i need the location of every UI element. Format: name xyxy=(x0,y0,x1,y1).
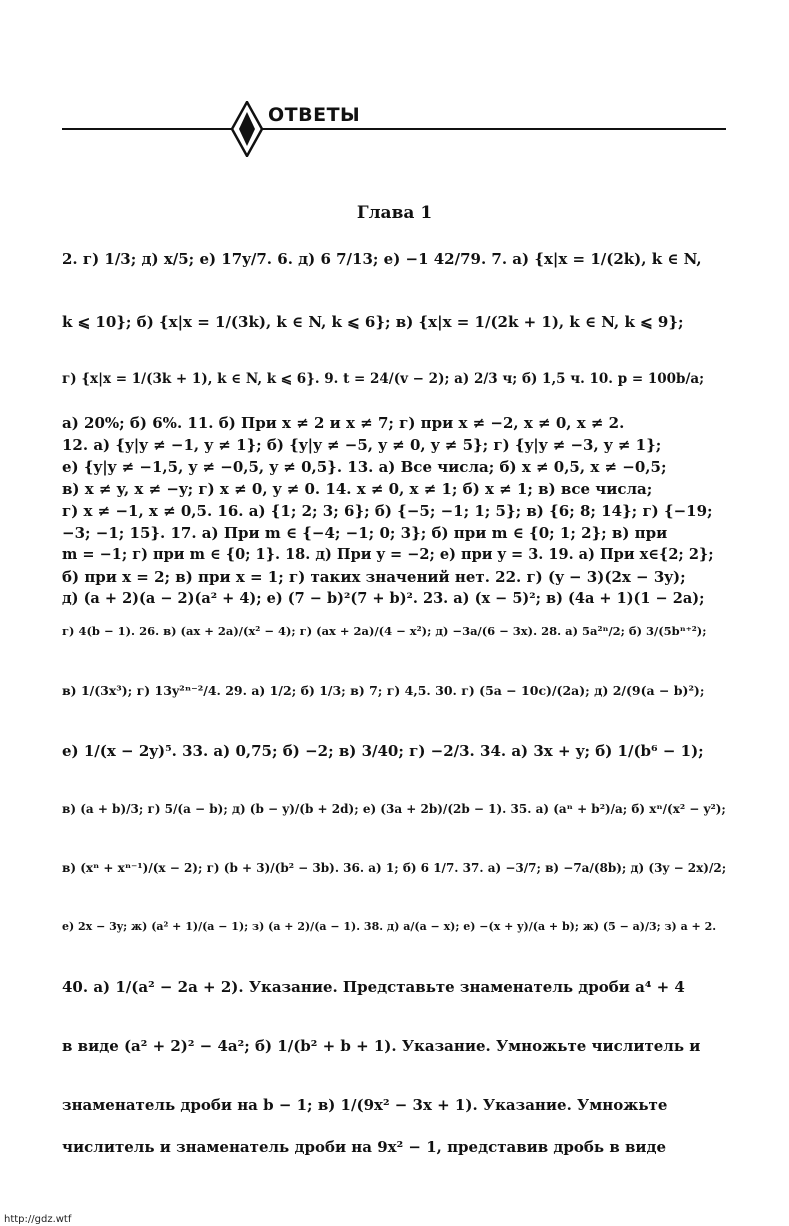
page-title: ОТВЕТЫ xyxy=(268,104,361,126)
answer-line: числитель и знаменатель дроби на 9x² − 1, представив дробь в виде xyxy=(62,1138,667,1156)
page-header xyxy=(62,95,726,165)
answer-line: в) x ≠ y, x ≠ −y; г) x ≠ 0, y ≠ 0. 14. x ≠ 0, x ≠ 1; б) x ≠ 1; в) все числа; xyxy=(62,480,653,498)
answer-line: г) x ≠ −1, x ≠ 0,5. 16. а) {1; 2; 3; 6}; б) {−5; −1; 1; 5}; в) {6; 8; 14}; г) {−19; xyxy=(62,502,713,520)
answer-line: −3; −1; 15}. 17. а) При m ∈ {−4; −1; 0; 3}; б) при m ∈ {0; 1; 2}; в) при xyxy=(62,524,668,542)
answer-line: в виде (a² + 2)² − 4a²; б) 1/(b² + b + 1). Указание. Умножьте числитель и xyxy=(62,1037,701,1055)
answer-line: 12. а) {y|y ≠ −1, y ≠ 1}; б) {y|y ≠ −5, y ≠ 0, y ≠ 5}; г) {y|y ≠ −3, y ≠ 1}; xyxy=(62,436,662,454)
answer-line: 2. г) 1/3; д) x/5; е) 17y/7. 6. д) 6 7/13; е) −1 42/79. 7. а) {x|x = 1/(2k), k ∈ N, xyxy=(62,250,702,268)
answer-line: знаменатель дроби на b − 1; в) 1/(9x² − 3x + 1). Указание. Умножьте xyxy=(62,1096,668,1114)
answer-line: д) (a + 2)(a − 2)(a² + 4); е) (7 − b)²(7 + b)². 23. а) (x − 5)²; в) (4a + 1)(1 − 2a); xyxy=(62,590,705,607)
answer-line: е) 1/(x − 2y)⁵. 33. а) 0,75; б) −2; в) 3/40; г) −2/3. 34. а) 3x + y; б) 1/(b⁶ − 1); xyxy=(62,742,704,760)
answer-line: m = −1; г) при m ∈ {0; 1}. 18. д) При y = −2; е) при y = 3. 19. а) При x∈{2; 2}; xyxy=(62,546,714,563)
answer-line: г) 4(b − 1). 26. в) (ax + 2a)/(x² − 4); г) (ax + 2a)/(4 − x²); д) −3a/(6 − 3x). 28. а) 5a²ⁿ/2; б) 3/(5bⁿ⁺²); xyxy=(62,624,707,638)
answer-line: е) 2x − 3y; ж) (a² + 1)/(a − 1); з) (a + 2)/(a − 1). 38. д) a/(a − x); е) −(x + y)/(a + b); ж) (5 − a)/3; з) a + 2. xyxy=(62,920,717,933)
answer-line: е) {y|y ≠ −1,5, y ≠ −0,5, y ≠ 0,5}. 13. а) Все числа; б) x ≠ 0,5, x ≠ −0,5; xyxy=(62,458,667,476)
answer-line: 40. а) 1/(a² − 2a + 2). Указание. Представьте знаменатель дроби a⁴ + 4 xyxy=(62,978,685,996)
answer-line: а) 20%; б) 6%. 11. б) При x ≠ 2 и x ≠ 7; г) при x ≠ −2, x ≠ 0, x ≠ 2. xyxy=(62,414,625,432)
watermark: http://gdz.wtf xyxy=(0,1213,75,1226)
diamond-icon xyxy=(230,101,264,157)
chapter-title: Глава 1 xyxy=(356,203,433,223)
answer-line: k ⩽ 10}; б) {x|x = 1/(3k), k ∈ N, k ⩽ 6}; в) {x|x = 1/(2k + 1), k ∈ N, k ⩽ 9}; xyxy=(62,313,684,331)
answer-line: в) 1/(3x³); г) 13y²ⁿ⁻²/4. 29. а) 1/2; б) 1/3; в) 7; г) 4,5. 30. г) (5a − 10c)/(2a); д) 2/(9(a − b)²); xyxy=(62,683,705,698)
answer-line: в) (xⁿ + xⁿ⁻¹)/(x − 2); г) (b + 3)/(b² − 3b). 36. а) 1; б) 6 1/7. 37. а) −3/7; в) −7a/(8b); д) (3y − 2x)/2; xyxy=(62,861,727,875)
answer-line: б) при x = 2; в) при x = 1; г) таких значений нет. 22. г) (y − 3)(2x − 3y); xyxy=(62,568,686,586)
answer-line: в) (a + b)/3; г) 5/(a − b); д) (b − y)/(b + 2d); е) (3a + 2b)/(2b − 1). 35. а) (aⁿ + b²)/a; б) xⁿ/(x² − y²); xyxy=(62,802,726,816)
header-rule xyxy=(62,128,726,130)
answer-line: г) {x|x = 1/(3k + 1), k ∈ N, k ⩽ 6}. 9. t = 24/(v − 2); а) 2/3 ч; б) 1,5 ч. 10. p = 100b/a; xyxy=(62,371,705,387)
